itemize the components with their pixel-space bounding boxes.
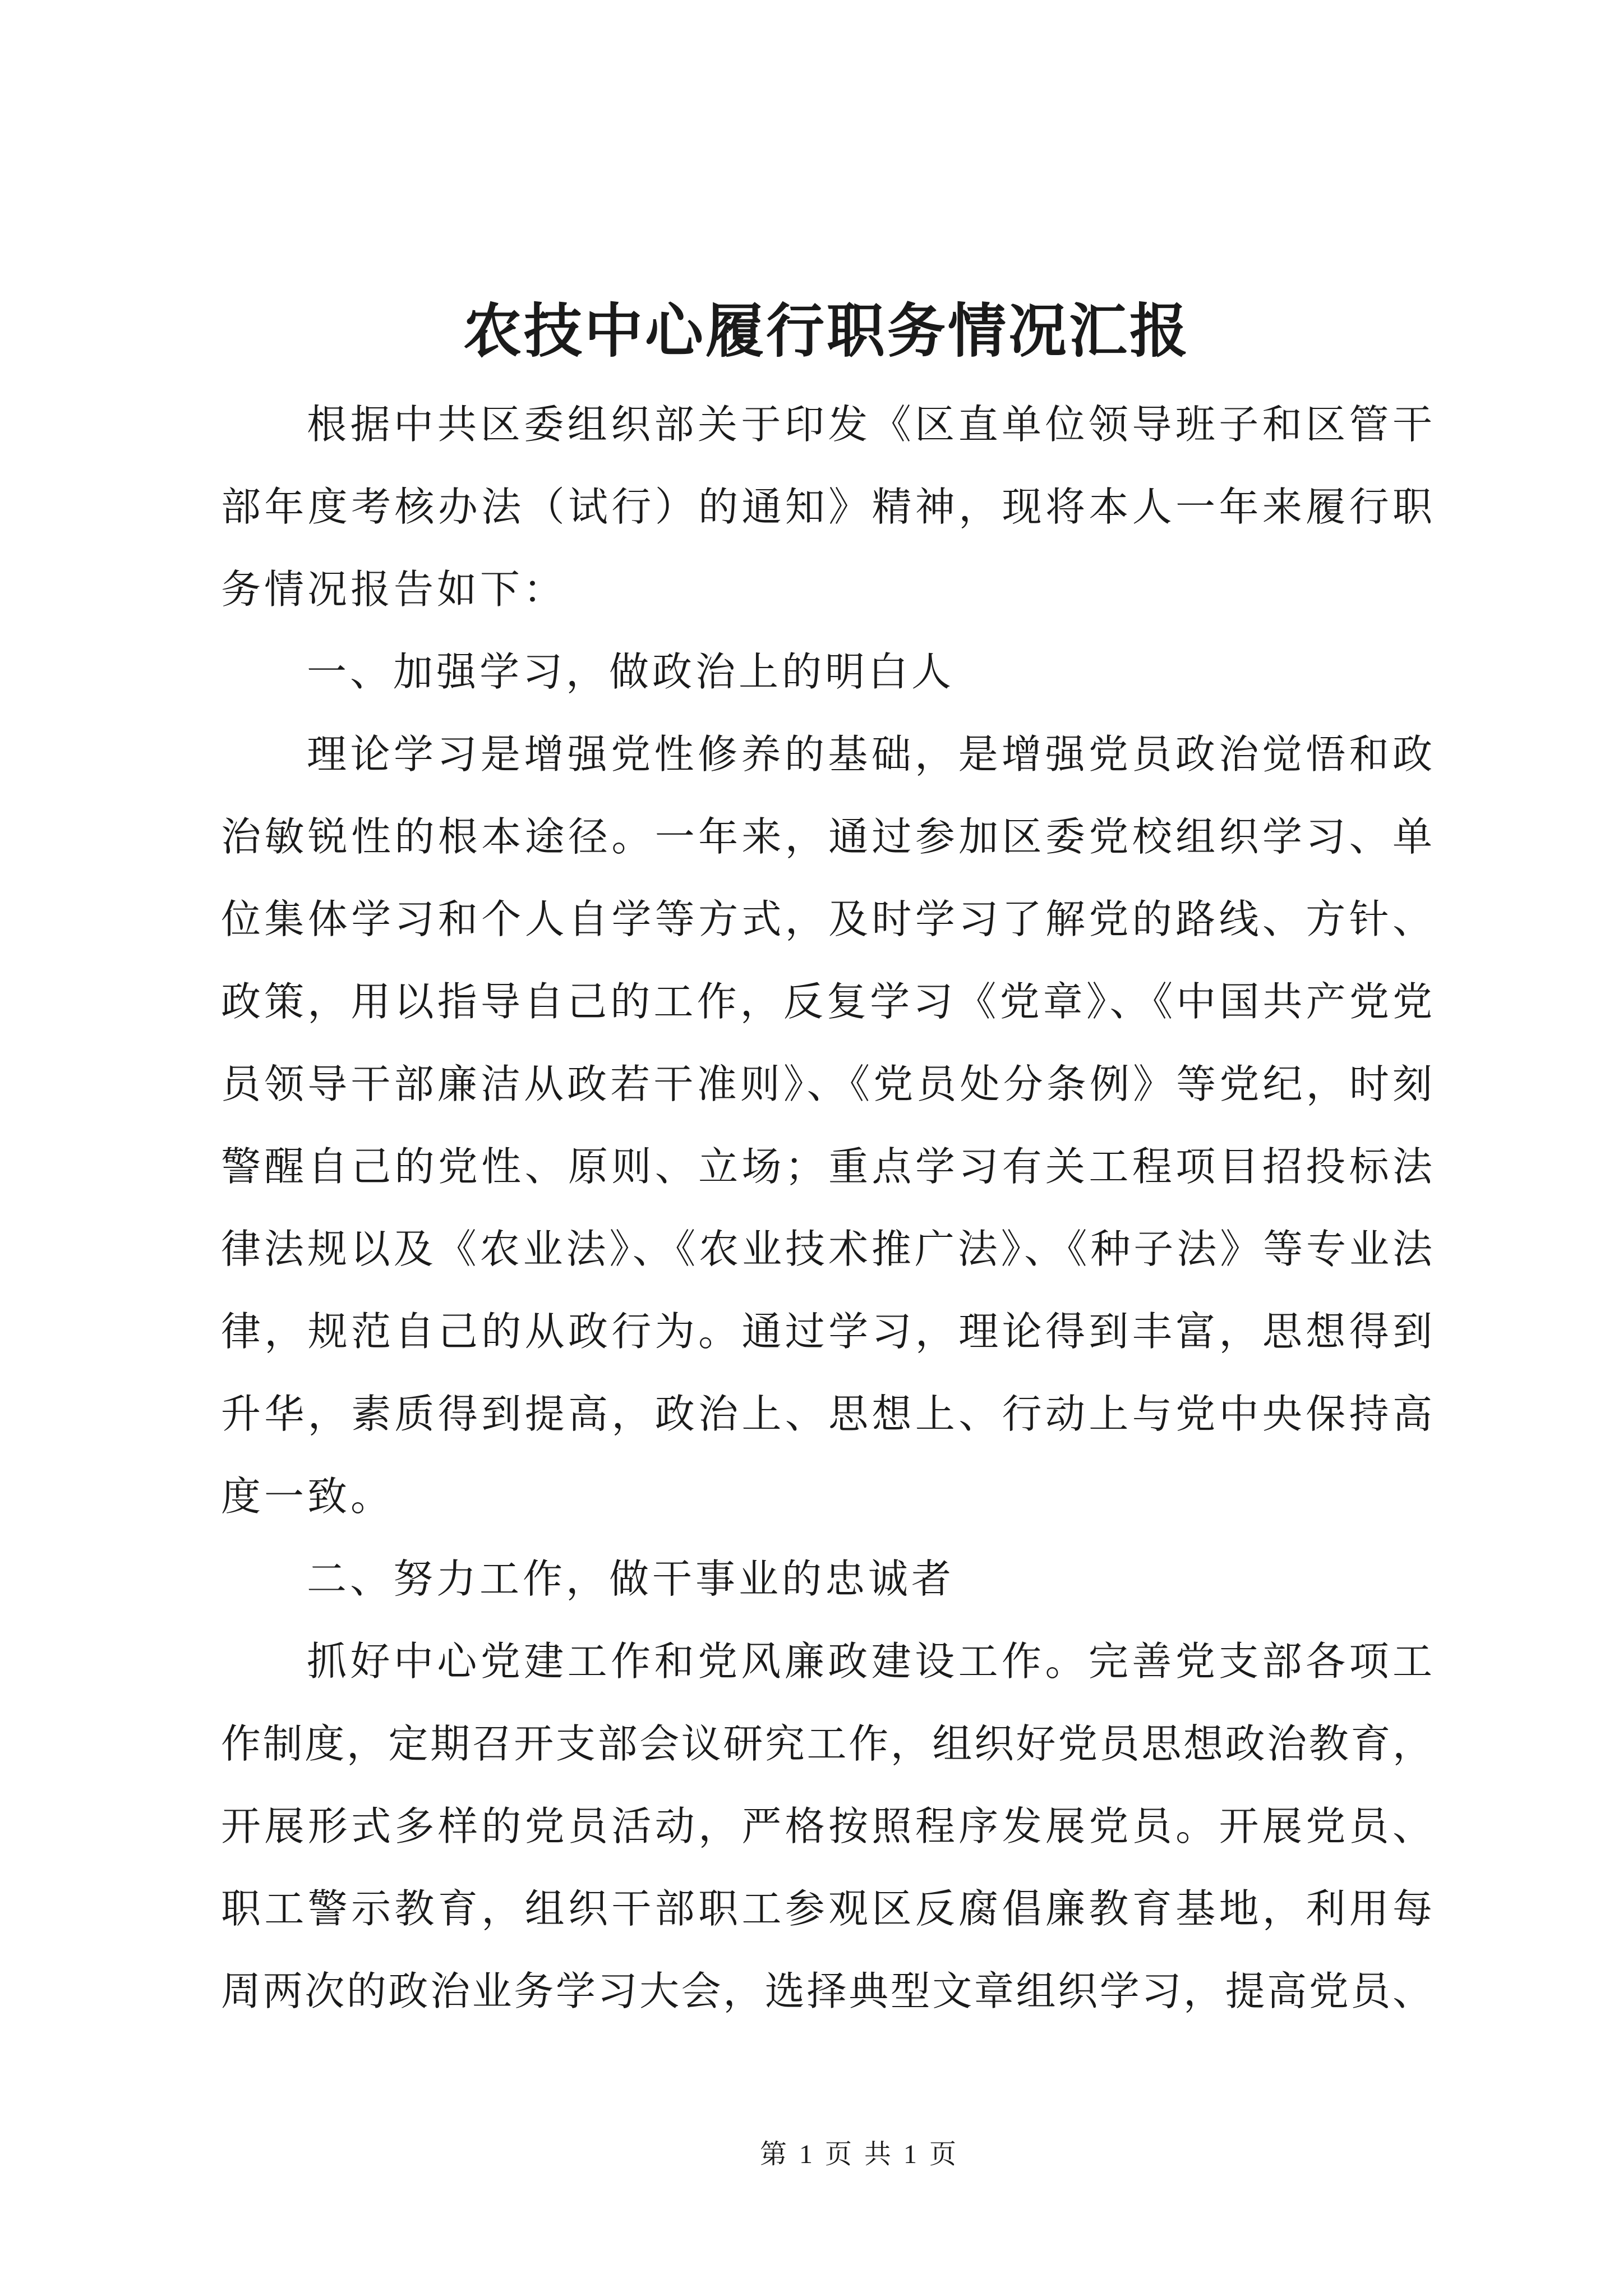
section-1 bbox=[221, 632, 1432, 1539]
text-line: 升华，素质得到提高，政治上、思想上、行动上与党中央保持高 bbox=[221, 1393, 1432, 1437]
text-line: 政策，用以指导自己的工作，反复学习《党章》、《中国共产党党 bbox=[221, 981, 1432, 1024]
intro-paragraph bbox=[221, 384, 1432, 632]
text-line: 抓好中心党建工作和党风廉政建设工作。完善党支部各项工 bbox=[307, 1640, 1432, 1684]
text-line: 根据中共区委组织部关于印发《区直单位领导班子和区管干 bbox=[307, 403, 1432, 447]
page-footer: 第 1 页 共 1 页 bbox=[759, 2139, 956, 2169]
section-2 bbox=[221, 1539, 1432, 2033]
text-line: 员领导干部廉洁从政若干准则》、《党员处分条例》等党纪，时刻 bbox=[221, 1063, 1432, 1107]
text-line: 位集体学习和个人自学等方式，及时学习了解党的路线、方针、 bbox=[221, 898, 1432, 942]
document-body bbox=[221, 384, 1432, 2033]
text-line: 治敏锐性的根本途径。一年来，通过参加区委党校组织学习、单 bbox=[221, 816, 1432, 859]
text-line: 务情况报告如下： bbox=[221, 568, 567, 612]
section-heading: 二、努力工作，做干事业的忠诚者 bbox=[307, 1558, 955, 1602]
section-paragraph bbox=[221, 714, 1432, 1539]
text-line: 周两次的政治业务学习大会，选择典型文章组织学习，提高党员、 bbox=[221, 1970, 1432, 2014]
text-line: 部年度考核办法（试行）的通知》精神，现将本人一年来履行职 bbox=[221, 486, 1432, 530]
text-line: 作制度，定期召开支部会议研究工作，组织好党员思想政治教育， bbox=[221, 1723, 1432, 1766]
text-line: 度一致。 bbox=[221, 1475, 394, 1519]
document-title: 农技中心履行职务情况汇报 bbox=[463, 300, 1190, 364]
text-line: 律法规以及《农业法》、《农业技术推广法》、《种子法》等专业法 bbox=[221, 1228, 1432, 1272]
text-line: 理论学习是增强党性修养的基础，是增强党员政治觉悟和政 bbox=[307, 733, 1432, 777]
section-paragraph bbox=[221, 1621, 1432, 2033]
text-line: 警醒自己的党性、原则、立场；重点学习有关工程项目招投标法 bbox=[221, 1145, 1432, 1189]
section-heading: 一、加强学习，做政治上的明白人 bbox=[307, 651, 955, 694]
text-line: 律，规范自己的从政行为。通过学习，理论得到丰富，思想得到 bbox=[221, 1310, 1432, 1354]
text-line: 开展形式多样的党员活动，严格按照程序发展党员。开展党员、 bbox=[221, 1805, 1432, 1849]
text-line: 职工警示教育，组织干部职工参观区反腐倡廉教育基地，利用每 bbox=[221, 1888, 1432, 1931]
